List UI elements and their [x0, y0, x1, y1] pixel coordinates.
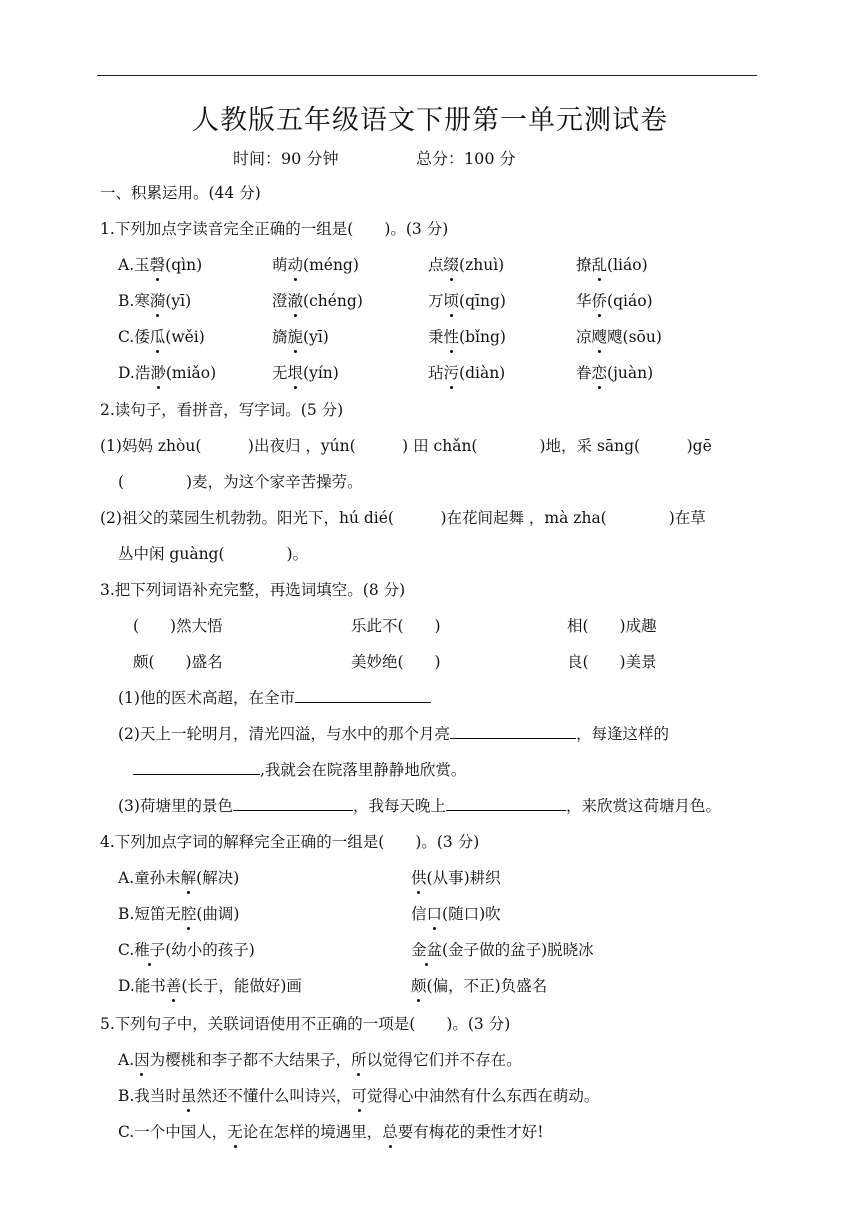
q1-option-word — [576, 291, 653, 311]
option-text: (偏，不正)负盛名 — [426, 977, 548, 995]
word-char: (sōu) — [622, 328, 662, 346]
option-text: (解决) — [196, 869, 240, 887]
option-text: C. — [118, 941, 135, 959]
q1-option-word — [118, 255, 202, 275]
question-1-stem: 1.下列加点字读音完全正确的一组是( )。(3 分) — [100, 220, 449, 238]
word-char: (qīng) — [459, 292, 506, 310]
word-char: 澄 — [272, 292, 288, 310]
option-text: 然还不懂什么叫诗兴， — [196, 1087, 352, 1105]
word-char: 玉 — [134, 256, 150, 274]
q1-option-word — [118, 291, 191, 311]
q4-option — [411, 868, 501, 888]
answer-blank — [295, 688, 431, 703]
word-char: 撩 — [576, 256, 592, 274]
word-char: (yī) — [165, 292, 192, 310]
idiom-blank: 乐此不( ) — [351, 617, 441, 635]
option-text: B.短笛无 — [118, 905, 181, 923]
dotted-word: 解 — [180, 869, 197, 887]
word-char: (qiáo) — [607, 292, 653, 310]
word-char: 点 — [428, 256, 444, 274]
q1-option-word — [118, 363, 216, 383]
q1-option-word — [428, 255, 504, 275]
dotted-char: 飕 — [591, 328, 608, 346]
q1-option-word — [428, 327, 506, 347]
dotted-char: 总 — [382, 1123, 398, 1141]
fill-sentence — [118, 688, 431, 708]
fill-sentence — [118, 796, 721, 816]
word-char: (diàn) — [459, 364, 506, 382]
word-char: 寒 — [134, 292, 150, 310]
dotted-char: 因 — [134, 1051, 150, 1069]
question-2-stem: 2.读句子，看拼音，写字词。(5 分) — [100, 401, 344, 419]
question-2-line: 丛中闲 guàng( )。 — [118, 545, 309, 563]
option-text: A.童孙未 — [118, 869, 181, 887]
dotted-char: 旎 — [287, 328, 304, 346]
word-char: (zhuì) — [459, 256, 505, 274]
dotted-word: 腔 — [180, 905, 197, 923]
dotted-char: 可 — [351, 1087, 367, 1105]
question-2-line: (1)妈妈 zhòu( )出夜归 ，yún( ) 田 chǎn( )地，采 sāng( )gē — [100, 437, 712, 455]
word-char: D. — [118, 364, 135, 382]
sentence-text: (2)天上一轮明月，清光四溢，与水中的那个月亮 — [118, 725, 450, 743]
question-3-stem: 3.把下列词语补充完整，再选词填空。(8 分) — [100, 581, 406, 599]
word-char: 万 — [428, 292, 444, 310]
option-b — [118, 1086, 599, 1106]
word-char: 倭 — [134, 328, 150, 346]
option-text: 要有梅花的秉性才好! — [397, 1123, 544, 1141]
word-char: A. — [118, 256, 135, 274]
q1-option-word — [272, 363, 339, 383]
dotted-char: 所 — [351, 1051, 367, 1069]
word-char: 华 — [576, 292, 592, 310]
dotted-char: 缀 — [443, 256, 460, 274]
word-char: 眷 — [576, 364, 592, 382]
option-text: D.能书 — [118, 977, 166, 995]
sentence-text: ,我就会在院落里静静地欣赏。 — [260, 761, 467, 779]
dotted-char: 磬 — [149, 256, 166, 274]
dotted-char: 澈 — [287, 292, 304, 310]
sentence-text: ，每逢这样的 — [575, 725, 669, 743]
sentence-text: ，来欣赏这荷塘月色。 — [565, 797, 721, 815]
q1-option-word — [428, 291, 506, 311]
word-char: (chéng) — [303, 292, 363, 310]
q1-option-word — [428, 363, 505, 383]
word-char: 浩 — [134, 364, 151, 382]
dotted-char: 污 — [443, 364, 460, 382]
q1-option-word — [576, 255, 648, 275]
question-4-stem: 4.下列加点字词的解释完全正确的一组是( )。(3 分) — [100, 833, 480, 851]
option-text: 为樱桃和李子都不大结果子， — [149, 1051, 352, 1069]
q4-option — [411, 904, 501, 924]
option-text: 论在怎样的境遇里， — [242, 1123, 383, 1141]
word-char: 凉 — [576, 328, 592, 346]
q1-option-word — [118, 327, 205, 347]
dotted-char: 恋 — [591, 364, 608, 382]
option-text: (金子做的盆子)脱晓冰 — [442, 941, 594, 959]
word-char: (yī) — [303, 328, 329, 346]
word-char: 玷 — [428, 364, 444, 382]
dotted-char: 动 — [287, 256, 304, 274]
q4-option — [118, 940, 255, 960]
dotted-char: 垠 — [287, 364, 304, 382]
dotted-word: 稚子 — [134, 941, 166, 959]
q1-option-word — [272, 291, 363, 311]
q4-option — [118, 904, 239, 924]
q1-option-word — [576, 327, 662, 347]
answer-blank — [446, 796, 566, 811]
word-char: B. — [118, 292, 135, 310]
word-char: 飕 — [607, 328, 623, 346]
question-5-stem: 5.下列句子中，关联词语使用不正确的一项是( )。(3 分) — [100, 1015, 511, 1033]
fill-sentence — [118, 724, 669, 744]
fill-sentence — [133, 760, 466, 780]
option-text: 信 — [411, 905, 427, 923]
option-c — [118, 1122, 544, 1142]
option-text: A. — [118, 1051, 135, 1069]
question-2-line: ( )麦，为这个家辛苦操劳。 — [118, 473, 363, 491]
section-heading: 一、积累运用。(44 分) — [100, 184, 261, 202]
word-char: (wěi) — [165, 328, 205, 346]
dotted-char: 漪 — [149, 292, 166, 310]
idiom-blank: ( )然大悟 — [133, 617, 223, 635]
q4-option — [411, 940, 594, 960]
dotted-char: 侨 — [591, 292, 608, 310]
option-text: B.我当时 — [118, 1087, 181, 1105]
q4-option — [118, 868, 239, 888]
sentence-text: (1)他的医术高超，在全市 — [118, 689, 295, 707]
option-text: (幼小的孩子) — [165, 941, 255, 959]
option-text: 觉得心中油然有什么东西在萌动。 — [366, 1087, 600, 1105]
answer-blank — [233, 796, 353, 811]
dotted-word: 供 — [411, 869, 427, 887]
word-char: 旖 — [272, 328, 288, 346]
dotted-char: 乱 — [591, 256, 608, 274]
dotted-word: 颇 — [411, 977, 427, 995]
question-2-line: (2)祖父的菜园生机勃勃。阳光下，hú dié( )在花间起舞 ，mà zha( )在草 — [100, 509, 706, 527]
answer-blank — [450, 724, 576, 739]
word-char: (bǐng) — [459, 328, 506, 346]
dotted-word: 善 — [165, 977, 182, 995]
option-a — [118, 1050, 522, 1070]
dotted-char: 渺 — [150, 364, 166, 382]
answer-blank — [133, 760, 260, 775]
q1-option-word — [272, 327, 329, 347]
word-char: 萌 — [272, 256, 288, 274]
dotted-word: 口 — [426, 905, 443, 923]
word-char: (yín) — [303, 364, 339, 382]
option-text: (长于，能做好)画 — [181, 977, 302, 995]
dotted-char: 顷 — [443, 292, 460, 310]
dotted-char: 无 — [227, 1123, 243, 1141]
dotted-char: 虽 — [180, 1087, 197, 1105]
option-text: (曲调) — [196, 905, 240, 923]
dotted-char: 性 — [443, 328, 460, 346]
q1-option-word — [576, 363, 653, 383]
page-title: 人教版五年级语文下册第一单元测试卷 — [192, 105, 668, 136]
word-char: (liáo) — [607, 256, 648, 274]
idiom-blank: 颇( )盛名 — [133, 653, 223, 671]
word-char: (miǎo) — [165, 364, 217, 382]
word-char: C. — [118, 328, 135, 346]
word-char: (qìn) — [165, 256, 203, 274]
q1-option-word — [272, 255, 359, 275]
word-char: (méng) — [303, 256, 359, 274]
idiom-blank: 良( )美景 — [567, 653, 657, 671]
idiom-blank: 相( )成趣 — [567, 617, 657, 635]
option-text: (从事)耕织 — [426, 869, 501, 887]
score-info: 总分：100 分 — [416, 149, 516, 168]
option-text: C.一个中国人， — [118, 1123, 228, 1141]
time-info: 时间：90 分钟 — [233, 149, 339, 168]
word-char: 无 — [272, 364, 288, 382]
word-char: (juàn) — [607, 364, 654, 382]
q4-option — [118, 976, 302, 996]
option-text: (随口)吹 — [442, 905, 501, 923]
dotted-char: 瓜 — [149, 328, 166, 346]
top-rule — [97, 75, 757, 76]
dotted-word: 金盆 — [411, 941, 443, 959]
idiom-blank: 美妙绝( ) — [351, 653, 441, 671]
q4-option — [411, 976, 547, 996]
word-char: 秉 — [428, 328, 444, 346]
option-text: 以觉得它们并不存在。 — [366, 1051, 522, 1069]
sentence-text: ，我每天晚上 — [352, 797, 446, 815]
sentence-text: (3)荷塘里的景色 — [118, 797, 233, 815]
